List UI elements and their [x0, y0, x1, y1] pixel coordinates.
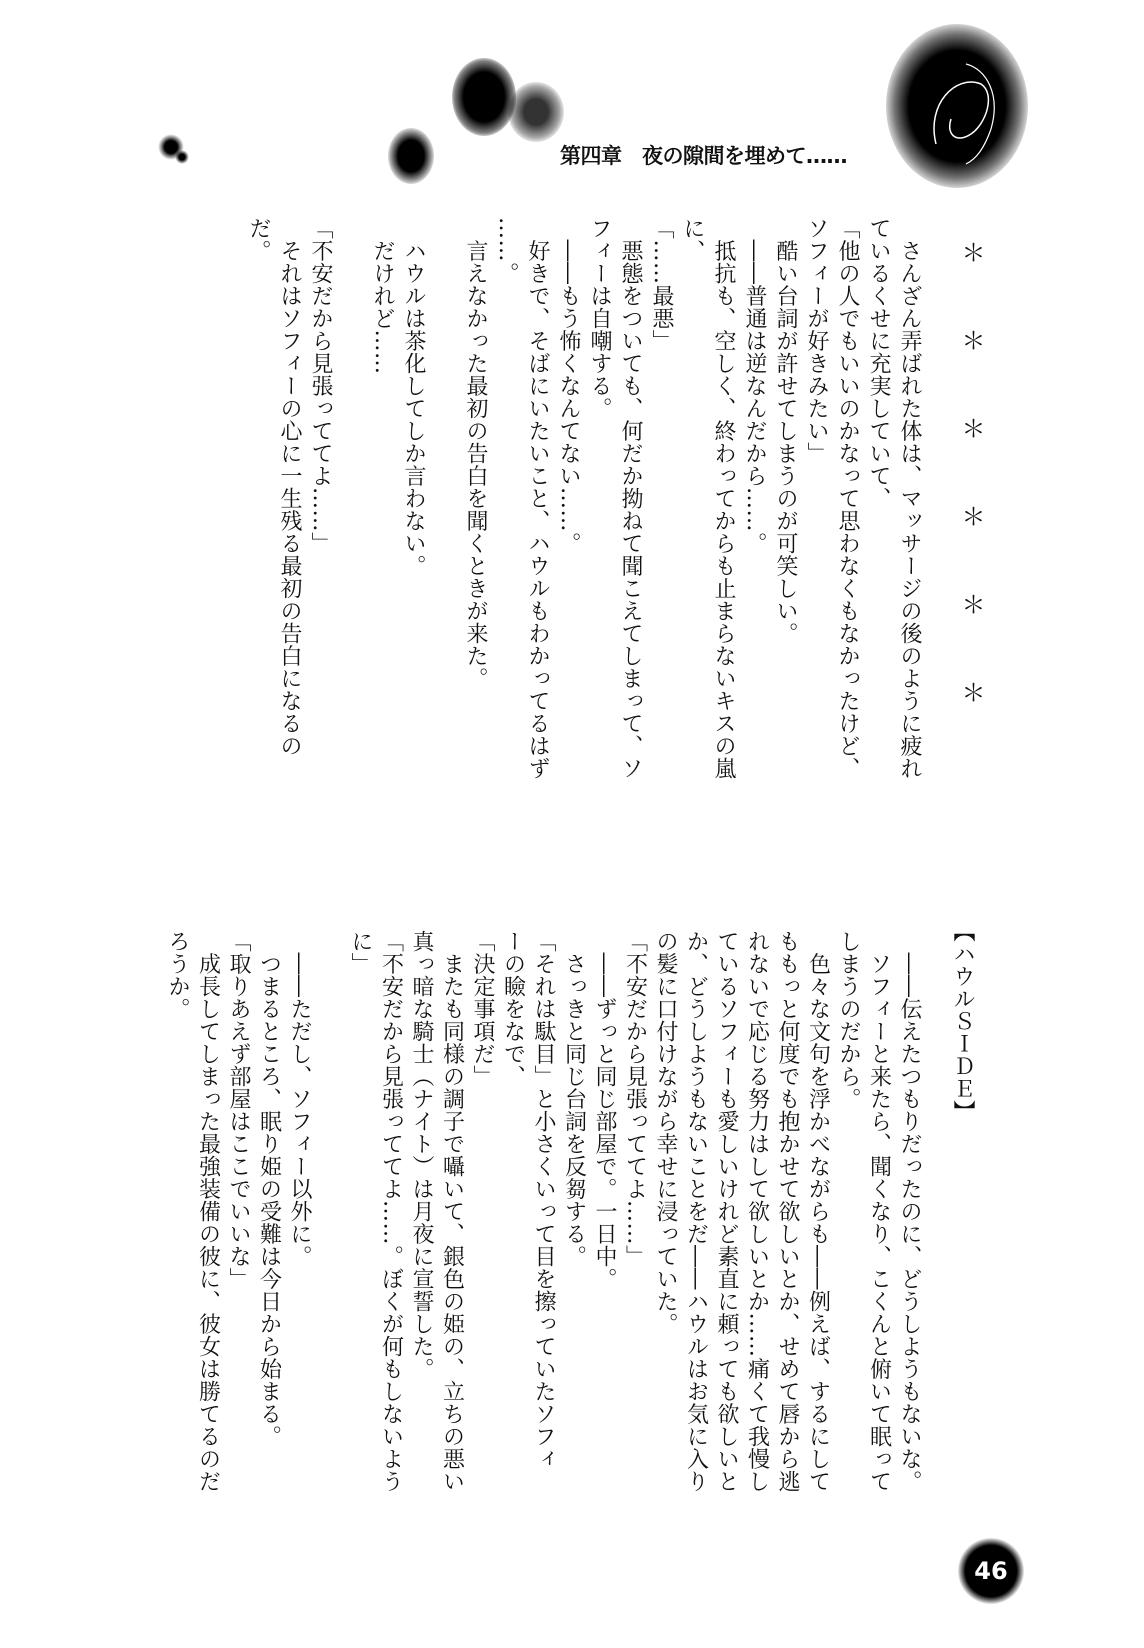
text-column: ――もう怖くなんてない……。 — [556, 217, 581, 555]
text-column: 抵抗も、空しく、終わってからも止まらないキスの嵐 — [711, 217, 736, 780]
text-column: だ。 — [246, 217, 271, 262]
text-column: 「……最悪」 — [649, 217, 674, 352]
halftone-circle-gray — [508, 82, 564, 142]
text-column: の髪に口付けながら幸せに浸っていた。 — [653, 930, 678, 1335]
text-column: 「決定事項だ」 — [470, 930, 495, 1088]
chapter-title: 第四章 夜の隙間を埋めて…… — [560, 144, 847, 168]
text-column: ももっと何度でも抱かせて欲しいとか、せめて唇から逃 — [775, 930, 800, 1493]
text-column: さっきと同じ台詞を反芻する。 — [561, 930, 587, 1268]
text-column: 色々な文句を浮かべながらも――例えば、するにして — [805, 930, 831, 1493]
text-column: ろうか。 — [165, 930, 190, 1020]
text-column: 「それは駄目」と小さくいって目を擦っていたソフィ — [531, 930, 556, 1470]
halftone-circle-small — [388, 128, 434, 184]
text-column: 酷い台詞が許せてしまうのが可笑しい。 — [773, 217, 798, 645]
text-column: ソフィーが好きみたい」 — [804, 217, 829, 465]
text-column: さんざん弄ばれた体は、マッサージの後のように疲れ — [897, 217, 922, 780]
text-column: ――伝えたつもりだったのに、どうしようもないな。 — [897, 930, 922, 1493]
sparkle-ornament-small — [175, 150, 189, 164]
text-column: フィーは自嘲する。 — [587, 217, 612, 420]
text-column: ソフィーと来たら、聞くなり、こくんと俯いて眠って — [866, 930, 892, 1493]
text-column: 悪態をついても、何だか拗ねて聞こえてしまって、ソ — [618, 217, 643, 780]
text-column: 真っ暗な騎士（ナイト）は月夜に宣誓した。 — [409, 930, 434, 1380]
text-column: ――普通は逆なんだから……。 — [742, 217, 767, 555]
halftone-circle-large — [452, 58, 516, 136]
text-column: 成長してしまった最強装備の彼に、彼女は勝てるのだ — [195, 930, 221, 1493]
text-column: ているソフィーも愛しいけれど素直に頼っても欲しいと — [714, 930, 739, 1493]
text-column: ――ただし、ソフィー以外に。 — [287, 930, 312, 1268]
text-column: ているくせに充実していて、 — [866, 217, 891, 510]
text-column: 言えなかった最初の告白を聞くときが来た。 — [463, 217, 488, 690]
medallion-illustration — [886, 24, 1028, 188]
figure-line-art-icon — [886, 24, 1028, 188]
text-column: ……。 — [494, 217, 519, 285]
text-column: 「不安だから見張っててよ……」 — [308, 217, 333, 555]
text-column: しまうのだから。 — [836, 930, 861, 1110]
text-column: に」 — [348, 930, 373, 975]
text-column: だけれど…… — [370, 217, 395, 375]
text-column: それはソフィーの心に一生残る最初の告白になるの — [277, 217, 302, 757]
page-number: 46 — [958, 1538, 1024, 1604]
text-column: に、 — [680, 217, 705, 262]
text-column: ハウルは茶化してしか言わない。 — [401, 217, 426, 577]
text-column: ーの瞼をなで、 — [500, 930, 526, 1088]
section-heading: 【ハウルＳＩＤＥ】 — [950, 920, 975, 1123]
text-column: 好きで、そばにいたいこと、ハウルもわかってるはず — [525, 217, 550, 780]
text-column: れないで応じる努力はして欲しいとか……痛くて我慢し — [744, 930, 770, 1493]
text-column: またも同様の調子で囁いて、銀色の姫の、立ちの悪い — [439, 930, 465, 1493]
text-column: 「不安だから見張っててよ……。ぼくが何もしないよう — [378, 930, 404, 1493]
text-column: 「取りあえず部屋はここでいいな」 — [226, 930, 251, 1290]
text-column: ――ずっと同じ部屋で。一日中。 — [592, 930, 617, 1290]
section-separator: ＊＊＊＊＊＊ — [957, 240, 985, 768]
text-column: 「不安だから見張っててよ……」 — [622, 930, 648, 1268]
text-column: つまるところ、眠り姫の受難は今日から始まる。 — [256, 930, 282, 1448]
text-column: 「他の人でもいいのかなって思わなくもなかったけど、 — [835, 217, 860, 780]
text-column: か、どうしようもないことをだ――ハウルはお気に入り — [683, 930, 709, 1493]
